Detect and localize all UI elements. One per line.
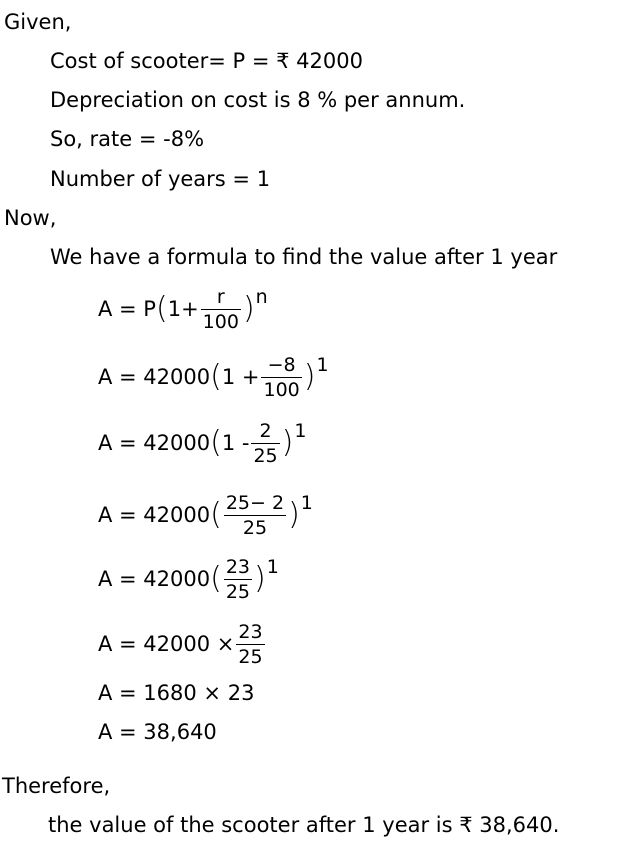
fraction-bar [236, 644, 264, 645]
given-heading: Given, [4, 10, 72, 34]
step-lhs: A = 42000 × [98, 632, 235, 656]
now-heading: Now, [4, 206, 57, 230]
fraction [224, 556, 252, 603]
fraction-numerator: 23 [225, 555, 251, 578]
formula-step-7: A = 1680 × 23 [98, 681, 255, 705]
exponent: 1 [300, 492, 313, 514]
fraction-denominator: 25 [225, 580, 251, 603]
fraction [251, 420, 279, 467]
formula-step-6 [98, 616, 267, 672]
step-lhs: A = P [98, 297, 156, 321]
exponent: 1 [316, 354, 329, 376]
step-prefix: 1+ [167, 297, 199, 321]
open-paren: ( [210, 561, 222, 596]
fraction-numerator: 2 [259, 419, 272, 442]
fraction-bar [261, 377, 301, 378]
step-prefix: 1 - [221, 431, 250, 455]
cost-statement: Cost of scooter= P = ₹ 42000 [50, 49, 363, 73]
exponent: 1 [294, 420, 307, 442]
exponent: 1 [266, 556, 279, 578]
fraction-denominator: 100 [202, 310, 239, 333]
rate-statement: So, rate = -8% [50, 127, 205, 151]
step-lhs: A = 42000 [98, 431, 211, 455]
fraction-numerator: −8 [267, 353, 296, 376]
years-statement: Number of years = 1 [50, 167, 271, 191]
fraction-numerator: r [216, 285, 225, 308]
step-lhs: A = 42000 [98, 567, 211, 591]
close-paren: ) [288, 497, 300, 532]
open-paren: ( [210, 425, 222, 460]
close-paren: ) [281, 425, 294, 460]
fraction [201, 286, 241, 333]
fraction [224, 492, 286, 539]
formula-step-2 [98, 349, 329, 405]
open-paren: ( [210, 497, 222, 532]
step-lhs: A = 42000 [98, 365, 211, 389]
conclusion-text: the value of the scooter after 1 year is ₹ 38,640. [48, 813, 560, 837]
fraction [261, 354, 301, 401]
formula-step-8: A = 38,640 [98, 720, 217, 744]
formula-intro: We have a formula to find the value after 1 year [50, 245, 558, 269]
formula-step-1 [98, 281, 268, 337]
fraction-denominator: 25 [238, 645, 263, 668]
step-prefix: 1 + [221, 365, 260, 389]
open-paren: ( [210, 359, 222, 394]
step-lhs: A = 42000 [98, 503, 211, 527]
formula-step-3 [98, 415, 306, 471]
depreciation-statement: Depreciation on cost is 8 % per annum. [50, 88, 466, 112]
fraction-denominator: 100 [263, 378, 300, 401]
exponent: n [255, 286, 268, 308]
fraction-bar [251, 443, 279, 444]
fraction-bar [224, 579, 252, 580]
fraction [236, 621, 264, 668]
fraction-bar [224, 515, 286, 516]
close-paren: ) [254, 561, 266, 596]
fraction-bar [201, 309, 241, 310]
close-paren: ) [242, 291, 255, 326]
fraction-denominator: 25 [242, 516, 268, 539]
close-paren: ) [303, 359, 316, 394]
open-paren: ( [155, 291, 168, 326]
fraction-numerator: 25− 2 [225, 491, 285, 514]
therefore-heading: Therefore, [2, 774, 111, 798]
formula-step-5 [98, 551, 279, 607]
formula-step-4 [98, 487, 313, 543]
fraction-denominator: 25 [253, 444, 278, 467]
fraction-numerator: 23 [238, 620, 263, 643]
